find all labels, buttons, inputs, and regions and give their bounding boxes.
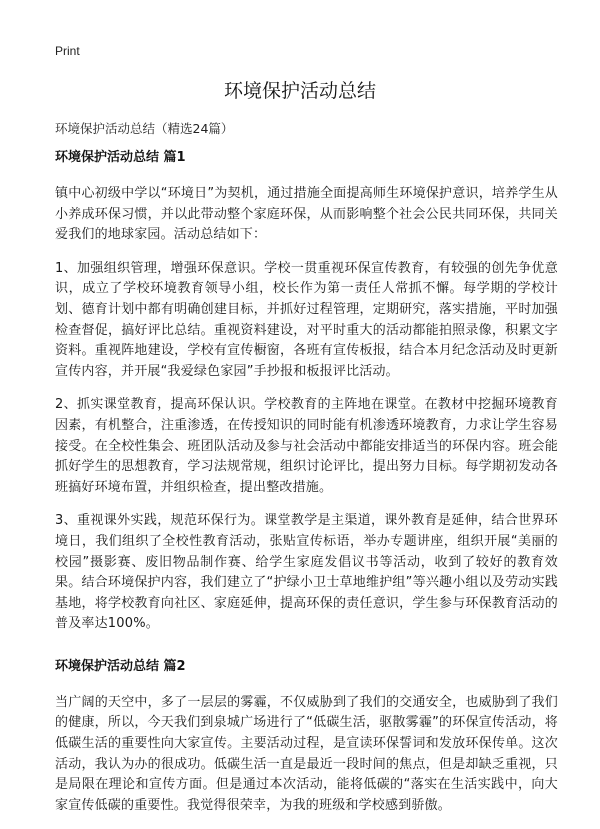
section-heading: 环境保护活动总结 篇1: [55, 150, 186, 165]
document-subtitle: 环境保护活动总结（精选24篇）: [55, 121, 234, 136]
paragraph: 镇中心初级中学以“环境日”为契机，通过措施全面提高师生环境保护意识，培养学生从小养成环保习惯，并以此带动整个家庭环保，从而影响整个社会公民共同环保，共同关爱我们的地球家园。活动总结如下：: [55, 186, 558, 243]
document-body: [55, 148, 558, 829]
print-link[interactable]: Print: [55, 44, 80, 58]
paragraph: 3、重视课外实践，规范环保行为。课堂教学是主渠道，课外教育是延伸，结合世界环境日，我们组织了全校性教育活动，张贴宣传标语，举办专题讲座，组织开展“美丽的校园”摄影赛、废旧物品制作赛、给学生家庭发倡议书等活动，收到了较好的教育效果。结合环境保护内容，我们建立了“护绿小卫士草地维护组”等兴趣小组以及劳动实践基地，将学校教育向社区、家庭延伸，提高环保的责任意识，学生参与环保教育活动的普及率达100%。: [55, 513, 558, 632]
paragraph: 2、抓实课堂教育，提高环保认识。学校教育的主阵地在课堂。在教材中挖掘环境教育因素，有机整合，注重渗透，在传授知识的同时能有机渗透环境教育，力求让学生容易接受。在全校性集会、班团队活动及参与社会活动中都能安排适当的环保内容。班会能抓好学生的思想教育，学习法规常规，组织讨论评比，提出努力目标。每学期初发动各班搞好环境布置，并组织检查，提出整改措施。: [55, 397, 558, 495]
document-title: 环境保护活动总结: [223, 80, 376, 102]
paragraph: 当广阔的天空中，多了一层层的雾霾，不仅威胁到了我们的交通安全，也威胁到了我们的健康，所以，今天我们到泉城广场进行了“低碳生活，驱散雾霾”的环保宣传活动，将低碳生活的重要性向大家宣传。主要活动过程，是宣读环保誓词和发放环保传单。这次活动，我认为办的很成功。低碳生活一直是最近一段时间的焦点，但是却缺乏重视，只是局限在理论和宣传方面。但是通过本次活动，能将低碳的“落实在生活实践中，向大家宣传低碳的重要性。我觉得很荣幸，为我的班级和学校感到骄傲。: [55, 694, 558, 813]
paragraph: 1、加强组织管理，增强环保意识。学校一贯重视环保宣传教育，有较强的创先争优意识，成立了学校环境教育领导小组，校长作为第一责任人常抓不懈。每学期的学校计划、德育计划中都有明确创建目标，并抓好过程管理，定期研究，落实措施，平时加强检查督促，搞好评比总结。重视资料建设，对平时重大的活动都能拍照录像，积累文字资料。重视阵地建设，学校有宣传橱窗，各班有宣传板报，结合本月纪念活动及时更新宣传内容，并开展“我爱绿色家园”手抄报和板报评比活动。: [55, 260, 558, 379]
section-heading: 环境保护活动总结 篇2: [55, 658, 186, 674]
